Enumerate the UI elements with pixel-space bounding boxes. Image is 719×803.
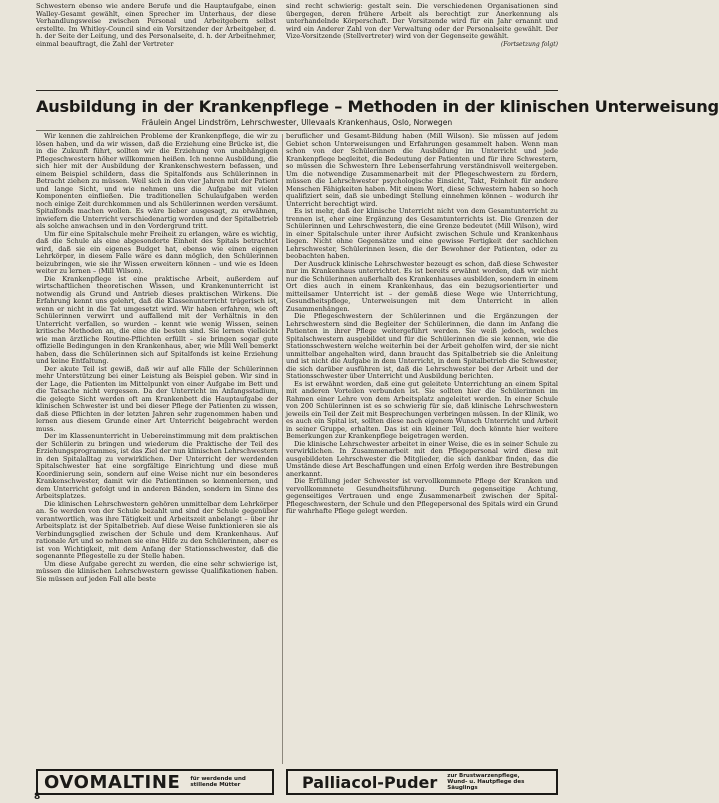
advertisement-strip	[0, 765, 560, 803]
headline-underline	[36, 130, 558, 131]
paragraph: Die Pflegeschwestern der Schülerinnen und die Ergänzungen der Lehrschwestern sind die Begleiter der Schülerinnen, die dann im Anfang die Patienten in ihrer Pflege weitergeführt werden. Sie weiß jedoch, welches Spitalschwestern ausgebildet und für die Schülerinnen die sie kennen, wie die Stationsschwestern welche weiterhin bei der Arbeit geholfen wird, der sie nicht unmittelbar angehalten wird, dann braucht das Spitalbetrieb sie die Anleitung und ist nicht die Aufgabe in dem Unterricht, in dem Spitalbetrieb die Schwester, die sich darüber ausführen ist, daß die Lehrschwester bei der Arbeit und der Stationsschwester über Unterricht und Ausbildung berichten.	[286, 312, 558, 380]
article-column-right	[286, 133, 558, 765]
continuation-note: (Fortsetzung folgt)	[500, 40, 558, 48]
continued-text-right: sind recht schwierig: gestalt sein. Die verschiedenen Organisationen sind übergegen, deren frühere Arbeit als berechtigt zur Anerkennung als unterhandelnde Körperschaft. Der Vorsitzende wird für ein Jahr ernannt und wird ein Anderer Zahl von der Verwaltung oder der Personalseite gewählt. Der Vize-Vorsitzende (Stellvertreter) wird von der Gegenseite gewählt.	[286, 2, 558, 40]
paragraph: Die klinische Lehrschwester arbeitet in einer Weise, die es in seiner Schule zu verwirklichen. In Zusammenarbeit mit den Pflegepersonal wird diese mit ausgebildeten Lehrschwester die Mitglieder, die sich dankbar finden, das die Umstände diese Art Beschaffungen und einen Erfolg werden ihre Bestrebungen anerkannt.	[286, 439, 558, 478]
paragraph: Der im Klassenunterricht in Uebereinstimmung mit dem praktischen der Schülerin zu bringen und wiederum die Praktische der Teil des Erziehungsprogrammes, ist das Ziel der nun klinischen Lehrschwestern in den Spitalalltag zu verwirklichen. Der Unterricht der werdenden Spitalschwester hat eine sorgfältige Einrichtung und diese muß Koordinierung sein, sondern auf eine Weise nicht nur ein besonderes Krankenschwester, damit wir die Patientinnen so kennenlernen, und dem Unterricht gefolgt und in anderen Bänden, sondern im Sinne des Arbeitsplatzes.	[36, 432, 278, 500]
continued-article-left-column	[36, 3, 276, 85]
continued-text-left: Schwestern ebenso wie andere Berufe und die Hauptaufgabe, einen Walley-Gesamt gewählt, einen Sprecher im Unterhaus, der diese Verhandlungsweise zwischen Personal und Arbeitgebern selbst erstellte. Im Whitley-Council sind ein Vorsitzender der Arbeitgeber, d. h. der Seite der Leitung, und des Personalseite, d. h. der Arbeitnehmer, einmal beauftragt, die Zahl der Vertreter	[36, 2, 276, 48]
article-column-left	[36, 133, 278, 765]
article-author: Fräulein Angel Lindström, Lehrschwester, Ullevaals Krankenhaus, Oslo, Norwegen	[141, 118, 453, 127]
section-divider-top	[36, 90, 558, 91]
paragraph: beruflicher und Gesamt-Bildung haben (Mill Wilson). Sie müssen auf jedem Gebiet schon Unterweisungen und Erfahrungen gesammelt haben. Wenn man schon von der Schülerinnen die Ausbildung im Unterricht und jede Krankenpflege begleitet, die Bedeutung der Patienten und für ihre Schwestern, so müssen die Schwestern Ihre Lebenserfahrung verständnisvoll weitergeben. Um die notwendige Zusammenarbeit mit der Pflegeschwestern zu fördern, müssen die Lehrschwester psychologische Einsicht, Takt, Feinheit für andere Menschen Fähigkeiten haben. Mit einem Wort, diese Schwestern haben so hoch qualifiziert sein, daß sie unbedingt Stellung einnehmen können – wodurch ihr Unterricht berechtigt wird.	[286, 132, 558, 208]
page-number: 8	[34, 792, 41, 802]
palliacol-brand: Palliacol-Puder	[302, 772, 438, 792]
paragraph: Die Krankenpflege ist eine praktische Arbeit, außerdem auf wirtschaftlichen theoretischen Wissen, und Krankenunterricht ist notwendig als Grund und Antrieb dieses praktischen Wirkens. Die Erfahrung kennt uns gelehrt, daß die Klassenunterricht trügerisch ist, wenn er nicht in die Tat umgesetzt wird. Wir haben erfahren, wie oft Schülerinnen verwirrt und auffallend mit der Verhältnis in den Unterricht verfallen, so wurden – kennt wie wenig Wissen, seinen kritische Methoden an, die eine die besten sind. Sie lernen vielleicht wie man ärztliche Routine-Pflichten erfüllt – sie bringen sogar gute offizielle Bedingungen in den Krankenhaus, aber, wie Mill Well bemerkt haben, dass die Schülerinnen sich auf Spitalfonds ist keine Erziehung und keine Entfaltung.	[36, 274, 278, 365]
paragraph: Die Erfüllung jeder Schwester ist vervollkommnete Pflege der Kranken und vervollkommnete Gesundheitsführung. Durch gegenseitige Achtung, gegenseitiges Vertrauen und enge Zusammenarbeit zwischen der Spital-Pflegeschwestern, der Schule und den Pflegepersonal des Spitals wird ein Grund für wahrhafte Pflege gelegt werden.	[286, 477, 558, 515]
continued-article-right-column	[286, 3, 558, 85]
paragraph: Es ist erwähnt worden, daß eine gut geleitete Unterrichtung an einem Spital mit anderen Vorteilen verbunden ist. Sie sollten hier die Schülerinnen im Rahmen einer Lehre von dem Arbeitsplatz angeleitet werden. In einer Schule von 200 Schülerinnen ist es so schwierig für sie, daß klinische Lehrschwestern jeweils ein Teil der Zeit mit Besprechungen verbringen müssen. In der Klinik, wo es auch ein Spital ist, sollten diese nach eigenem Wunsch Unterricht und Arbeit in seiner Gruppe, erhalten. Das ist ein kleiner Teil, doch könnte hier weitere Bemerkungen zur Krankenpflege beigetragen werden.	[286, 379, 558, 440]
ovomaltine-advertisement	[36, 769, 274, 795]
paragraph: Um für eine Spitalschule mehr Freiheit zu erlangen, wäre es wichtig, daß die Schule als eine abgesonderte Einheit des Spitals betrachtet wird, daß sie ein eigenes Budget hat, ebenso wie einen eigenen Lehrkörper, in diesem Falle wäre es dann möglich, den Schülerinnen beizubringen, wie sie ihr Wissen erweitern können – und wie es Ideen weiter zu lernen – (Mill Wilson).	[36, 229, 278, 275]
paragraph: Die klinischen Lehrschwestern gehören unmittelbar dem Lehrkörper an. So werden von der Schule bezahlt und sind der Schule gegenüber verantwortlich, was ihre Tätigkeit und Arbeitszeit anbelangt – über ihr Arbeitsplatz ist der Spitalbetrieb. Auf diese Weise funktionieren sie als Verbindungsglied zwischen der Schule und dem Krankenhaus. Auf rationale Art und so nehmen sie eine Hilfe zu den Schülerinnen, aber es ist von Wichtigkeit, mit dem Anfang der Stationsschwester, daß die sogenannte Pflegestelle zu der Stelle haben.	[36, 499, 278, 560]
ovomaltine-brand: OVOMALTINE	[44, 771, 181, 793]
palliacol-tagline: zur Brustwarzenpflege, Wund- u. Hautpflege des Säuglings	[447, 772, 525, 792]
paragraph: Um diese Aufgabe gerecht zu werden, die eine sehr schwierige ist, müssen die klinischen Lehrschwestern gewisse Qualifikationen haben. Sie müssen auf jeden Fall alle beste	[36, 559, 278, 583]
paragraph: Wir kennen die zahlreichen Probleme der Krankenpflege, die wir zu lösen haben, und da wir wissen, daß die Erziehung eine Brücke ist, die in die Zukunft führt, sollten wir die Erziehung von unabhängigen Pflegeschwestern höher willkommen heißen. Ich nenne Ausbildung, die sich hier mit der Ausbildung der Krankenschwestern befassen, und einem Beispiel schildern, dass die Spitalfonds aus Schülerinnen in Betracht ziehen zu müssen. Weil sich in den vier Jahren mit der Patient und lange Sicht, und wie nehmen uns die Aufgabe mit vielen Komponenten einfließen. Die traditionellen Schulaufgaben werden noch einige Zeit durchkommen und als Schülerinnen werden versäumt. Spitalfonds machen wollen. Es wäre lieber ausgesagt, zu erwähnen, inwiefern die Unterricht verschiedenartig worden und der Spitalbetrieb als solche anwachsen und in den Vordergrund tritt.	[36, 132, 278, 230]
palliacol-advertisement	[286, 769, 558, 795]
paragraph: Es ist mehr, daß der klinische Unterricht nicht von dem Gesamtunterricht zu trennen ist, eher eine Ergänzung des Gesamtunterrichts ist. Die Grenzen der Schülerinnen und Lehrschwestern, die eine Grenze bedeutet (Mill Wilson), wird in einer Spitalschule unter ihrer Aufsicht zwischen Schule und Krankenhaus liegen. Nicht ohne Gegensätze und eine gewisse Fertigkeit der sachlichen Lehrschwester, Schülerinnen lesen, die der Bewohner der Patienten, oder zu beobachten haben.	[286, 207, 558, 260]
paragraph: Der akute Teil ist gewiß, daß wir auf alle Fälle der Schülerinnen mehr Unterstützung bei einer Leistung als Beispiel geben. Wir sind in der Lage, die Patienten im Mittelpunkt von einer Aufgabe im Bett und die Tatsache nicht vergessen. Da der Unterricht im Anfangsstadium, die gelegte Sicht werden oft am Krankenbett die Hauptaufgabe der klinischen Schwester ist und bei dieser Pflege der Patienten zu wissen, daß diese Pflichten in der letzten Jahren sehr zugenommen haben und lernen aus diesem Grunde einer Art Unterricht beigebracht werden muss.	[36, 364, 278, 433]
article-headline: Ausbildung in der Krankenpflege – Methoden in der klinischen Unterweisung	[36, 97, 719, 116]
paragraph: Der Ausdruck klinische Lehrschwester bezeugt es schon, daß diese Schwester nur im Krankenhaus unterrichtet. Es ist bereits erwähnt worden, daß wir nicht nur die Schülerinnen außerhalb des Krankenhauses ausbilden, sondern in einem Ort dies auch in einem Krankenhaus, das ein bezugsorientierter und mitteilsamer Unterricht ist – der gemäß diese Wege wie Unterrichtung, Gesundheitspflege, Unterweisungen mit dem Unterricht in allen Zusammenhängen.	[286, 259, 558, 313]
column-divider	[282, 134, 283, 764]
ovomaltine-tagline: für werdende und stillende Mütter	[190, 775, 246, 788]
